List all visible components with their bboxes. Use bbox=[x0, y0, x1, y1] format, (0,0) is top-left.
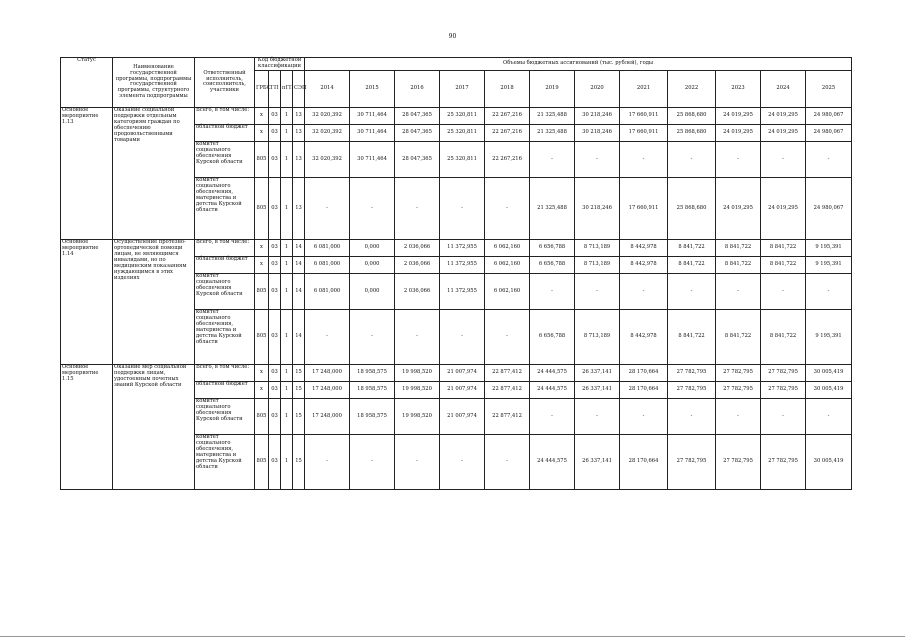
value-cell: 24 444,575 bbox=[530, 435, 575, 490]
budget-code-cell: х bbox=[255, 107, 269, 124]
value-cell: 27 782,795 bbox=[668, 381, 716, 398]
value-cell: 2 036,066 bbox=[395, 256, 440, 273]
budget-code-cell: 1 bbox=[281, 364, 293, 381]
value-cell: 18 958,575 bbox=[350, 364, 395, 381]
header-year: 2024 bbox=[761, 70, 806, 107]
budget-code-cell: 1 bbox=[281, 178, 293, 239]
value-cell: 8 442,978 bbox=[620, 310, 668, 365]
value-cell: 8 841,722 bbox=[761, 256, 806, 273]
value-cell: 8 841,722 bbox=[716, 239, 761, 256]
value-cell: - bbox=[485, 435, 530, 490]
responsible-cell: областной бюджет bbox=[195, 124, 255, 141]
budget-code-cell: 15 bbox=[293, 435, 305, 490]
value-cell: 28 047,365 bbox=[395, 107, 440, 124]
value-cell: 27 782,795 bbox=[761, 435, 806, 490]
header-code-pgp: пГП bbox=[281, 70, 293, 107]
budget-allocation-table bbox=[60, 57, 852, 490]
value-cell: 17 248,000 bbox=[305, 398, 350, 434]
value-cell: 22 877,412 bbox=[485, 364, 530, 381]
responsible-cell: областной бюджет bbox=[195, 381, 255, 398]
value-cell: 22 877,412 bbox=[485, 398, 530, 434]
measure-name: Осуществление протезно-ортопедической помощи лицам, не являющимся инвалидами, но по медицинским показаниям нуждающимся в этих изделиях bbox=[113, 239, 195, 364]
value-cell: 19 998,520 bbox=[395, 364, 440, 381]
value-cell: 32 020,392 bbox=[305, 124, 350, 141]
value-cell: 24 444,575 bbox=[530, 364, 575, 381]
value-cell: 21 325,488 bbox=[530, 178, 575, 239]
budget-code-cell: 14 bbox=[293, 273, 305, 309]
value-cell: - bbox=[530, 273, 575, 309]
value-cell: 25 868,680 bbox=[668, 107, 716, 124]
value-cell: 30 218,246 bbox=[575, 178, 620, 239]
responsible-cell: Всего, в том числе: bbox=[195, 107, 255, 124]
header-year: 2018 bbox=[485, 70, 530, 107]
value-cell: 21 325,488 bbox=[530, 107, 575, 124]
value-cell: - bbox=[716, 273, 761, 309]
value-cell: 2 036,066 bbox=[395, 273, 440, 309]
value-cell: 27 782,795 bbox=[668, 364, 716, 381]
header-budget-code: Код бюджетной классификации bbox=[255, 58, 305, 71]
measure-status: Основное мероприятие 1.14 bbox=[61, 239, 113, 364]
value-cell: 19 998,520 bbox=[395, 398, 440, 434]
value-cell: 8 841,722 bbox=[761, 310, 806, 365]
value-cell: 24 444,575 bbox=[530, 381, 575, 398]
budget-code-cell: 14 bbox=[293, 310, 305, 365]
budget-code-cell: 1 bbox=[281, 273, 293, 309]
value-cell: 17 248,000 bbox=[305, 381, 350, 398]
value-cell: 22 877,412 bbox=[485, 381, 530, 398]
budget-code-cell: 03 bbox=[269, 239, 281, 256]
table-row bbox=[61, 239, 852, 256]
value-cell: 27 782,795 bbox=[716, 435, 761, 490]
value-cell: 32 020,392 bbox=[305, 142, 350, 178]
header-year: 2025 bbox=[806, 70, 852, 107]
budget-code-cell: 03 bbox=[269, 273, 281, 309]
responsible-cell: областной бюджет bbox=[195, 256, 255, 273]
table-row bbox=[61, 107, 852, 124]
value-cell: 27 782,795 bbox=[716, 381, 761, 398]
budget-code-cell: 03 bbox=[269, 124, 281, 141]
value-cell: 9 195,391 bbox=[806, 256, 852, 273]
value-cell: - bbox=[575, 398, 620, 434]
value-cell: - bbox=[440, 310, 485, 365]
value-cell: 24 019,295 bbox=[761, 178, 806, 239]
responsible-cell: комитет социального обеспечения, материнства и детства Курской области bbox=[195, 435, 255, 490]
value-cell: - bbox=[761, 273, 806, 309]
value-cell: - bbox=[350, 178, 395, 239]
value-cell: 6 081,000 bbox=[305, 256, 350, 273]
budget-code-cell: 1 bbox=[281, 124, 293, 141]
budget-code-cell: 03 bbox=[269, 142, 281, 178]
budget-code-cell: 1 bbox=[281, 381, 293, 398]
value-cell: 8 713,189 bbox=[575, 310, 620, 365]
value-cell: 28 170,664 bbox=[620, 435, 668, 490]
budget-code-cell: 805 bbox=[255, 435, 269, 490]
budget-code-cell: 15 bbox=[293, 364, 305, 381]
budget-code-cell: 03 bbox=[269, 178, 281, 239]
value-cell: 24 019,295 bbox=[716, 178, 761, 239]
value-cell: - bbox=[620, 142, 668, 178]
budget-code-cell: 03 bbox=[269, 435, 281, 490]
value-cell: - bbox=[668, 273, 716, 309]
value-cell: - bbox=[806, 273, 852, 309]
value-cell: 6 656,788 bbox=[530, 310, 575, 365]
budget-code-cell: 805 bbox=[255, 310, 269, 365]
value-cell: 2 036,066 bbox=[395, 239, 440, 256]
value-cell: 11 372,955 bbox=[440, 273, 485, 309]
value-cell: 22 267,216 bbox=[485, 142, 530, 178]
value-cell: - bbox=[395, 435, 440, 490]
value-cell: 6 081,000 bbox=[305, 239, 350, 256]
value-cell: - bbox=[395, 310, 440, 365]
value-cell: 8 442,978 bbox=[620, 239, 668, 256]
value-cell: 30 218,246 bbox=[575, 107, 620, 124]
budget-code-cell: х bbox=[255, 381, 269, 398]
value-cell: 11 372,955 bbox=[440, 239, 485, 256]
value-cell: 32 020,392 bbox=[305, 107, 350, 124]
value-cell: - bbox=[530, 142, 575, 178]
budget-code-cell: х bbox=[255, 364, 269, 381]
budget-code-cell: х bbox=[255, 239, 269, 256]
value-cell: 9 195,391 bbox=[806, 239, 852, 256]
responsible-cell: комитет социального обеспечения Курской области bbox=[195, 142, 255, 178]
header-year: 2021 bbox=[620, 70, 668, 107]
value-cell: 26 337,141 bbox=[575, 364, 620, 381]
value-cell: 6 656,788 bbox=[530, 239, 575, 256]
responsible-cell: Всего, в том числе: bbox=[195, 239, 255, 256]
value-cell: - bbox=[620, 398, 668, 434]
responsible-cell: комитет социального обеспечения, материнства и детства Курской области bbox=[195, 178, 255, 239]
budget-code-cell: 1 bbox=[281, 107, 293, 124]
budget-code-cell: 03 bbox=[269, 398, 281, 434]
budget-table-sheet bbox=[60, 57, 851, 490]
value-cell: 6 062,160 bbox=[485, 273, 530, 309]
header-row-top bbox=[61, 58, 852, 71]
budget-code-cell: 1 bbox=[281, 142, 293, 178]
header-year: 2020 bbox=[575, 70, 620, 107]
value-cell: 26 337,141 bbox=[575, 435, 620, 490]
value-cell: 24 019,295 bbox=[716, 107, 761, 124]
value-cell: 8 841,722 bbox=[668, 256, 716, 273]
value-cell: 6 062,160 bbox=[485, 256, 530, 273]
header-year: 2017 bbox=[440, 70, 485, 107]
header-year: 2022 bbox=[668, 70, 716, 107]
value-cell: 28 047,365 bbox=[395, 142, 440, 178]
value-cell: 27 782,795 bbox=[761, 364, 806, 381]
value-cell: 30 711,464 bbox=[350, 142, 395, 178]
page-number: 90 bbox=[448, 33, 457, 40]
budget-code-cell: 03 bbox=[269, 310, 281, 365]
value-cell: - bbox=[485, 310, 530, 365]
value-cell: 22 267,216 bbox=[485, 124, 530, 141]
value-cell: - bbox=[305, 435, 350, 490]
value-cell: 24 019,295 bbox=[761, 107, 806, 124]
value-cell: 9 195,391 bbox=[806, 310, 852, 365]
header-year: 2016 bbox=[395, 70, 440, 107]
value-cell: - bbox=[440, 178, 485, 239]
header-code-gp: ГП bbox=[269, 70, 281, 107]
value-cell: 11 372,955 bbox=[440, 256, 485, 273]
page-bottom-rule bbox=[0, 636, 905, 637]
value-cell: 26 337,141 bbox=[575, 381, 620, 398]
budget-code-cell: 1 bbox=[281, 435, 293, 490]
value-cell: 25 320,811 bbox=[440, 107, 485, 124]
value-cell: 28 170,664 bbox=[620, 381, 668, 398]
value-cell: 25 868,680 bbox=[668, 178, 716, 239]
value-cell: 8 841,722 bbox=[716, 256, 761, 273]
value-cell: 24 980,067 bbox=[806, 107, 852, 124]
value-cell: 0,000 bbox=[350, 239, 395, 256]
responsible-cell: Всего, в том числе: bbox=[195, 364, 255, 381]
value-cell: 18 958,575 bbox=[350, 381, 395, 398]
budget-code-cell: х bbox=[255, 124, 269, 141]
value-cell: 24 019,295 bbox=[761, 124, 806, 141]
value-cell: - bbox=[395, 178, 440, 239]
value-cell: 24 980,067 bbox=[806, 124, 852, 141]
value-cell: 21 325,488 bbox=[530, 124, 575, 141]
value-cell: 19 998,520 bbox=[395, 381, 440, 398]
responsible-cell: комитет социального обеспечения Курской области bbox=[195, 398, 255, 434]
budget-code-cell: 03 bbox=[269, 364, 281, 381]
header-year: 2019 bbox=[530, 70, 575, 107]
budget-code-cell: 1 bbox=[281, 256, 293, 273]
table-body bbox=[61, 107, 852, 489]
value-cell: - bbox=[761, 142, 806, 178]
budget-code-cell: 805 bbox=[255, 142, 269, 178]
value-cell: - bbox=[440, 435, 485, 490]
header-year: 2014 bbox=[305, 70, 350, 107]
header-volumes: Объемы бюджетных ассигнований (тыс. рублей), годы bbox=[305, 58, 852, 71]
value-cell: 17 660,911 bbox=[620, 124, 668, 141]
value-cell: - bbox=[575, 273, 620, 309]
header-code-grbs: ГРБС bbox=[255, 70, 269, 107]
value-cell: - bbox=[350, 435, 395, 490]
budget-code-cell: х bbox=[255, 256, 269, 273]
value-cell: 28 047,365 bbox=[395, 124, 440, 141]
value-cell: 21 007,974 bbox=[440, 398, 485, 434]
value-cell: - bbox=[305, 178, 350, 239]
value-cell: - bbox=[806, 142, 852, 178]
value-cell: 8 841,722 bbox=[716, 310, 761, 365]
budget-code-cell: 1 bbox=[281, 398, 293, 434]
budget-code-cell: 14 bbox=[293, 256, 305, 273]
value-cell: 27 782,795 bbox=[668, 435, 716, 490]
budget-code-cell: 03 bbox=[269, 107, 281, 124]
value-cell: 21 007,974 bbox=[440, 381, 485, 398]
value-cell: 6 062,160 bbox=[485, 239, 530, 256]
budget-code-cell: 13 bbox=[293, 107, 305, 124]
value-cell: - bbox=[620, 273, 668, 309]
budget-code-cell: 805 bbox=[255, 273, 269, 309]
value-cell: - bbox=[350, 310, 395, 365]
value-cell: 25 320,811 bbox=[440, 142, 485, 178]
value-cell: 17 660,911 bbox=[620, 107, 668, 124]
value-cell: - bbox=[305, 310, 350, 365]
value-cell: - bbox=[716, 398, 761, 434]
value-cell: 8 442,978 bbox=[620, 256, 668, 273]
budget-code-cell: 805 bbox=[255, 178, 269, 239]
value-cell: 21 007,974 bbox=[440, 364, 485, 381]
value-cell: - bbox=[530, 398, 575, 434]
value-cell: 27 782,795 bbox=[761, 381, 806, 398]
value-cell: - bbox=[761, 398, 806, 434]
budget-code-cell: 03 bbox=[269, 256, 281, 273]
value-cell: 24 019,295 bbox=[716, 124, 761, 141]
value-cell: 0,000 bbox=[350, 256, 395, 273]
budget-code-cell: 805 bbox=[255, 398, 269, 434]
value-cell: 25 320,811 bbox=[440, 124, 485, 141]
value-cell: 28 170,664 bbox=[620, 364, 668, 381]
table-row bbox=[61, 364, 852, 381]
header-responsible: Ответственный исполнитель, соисполнитель, участники bbox=[195, 58, 255, 108]
value-cell: - bbox=[668, 398, 716, 434]
budget-code-cell: 13 bbox=[293, 142, 305, 178]
header-status: Статус bbox=[61, 58, 113, 108]
value-cell: - bbox=[668, 142, 716, 178]
measure-name: Оказание социальной поддержки отдельным категориям граждан по обеспечению продовольственными товарами bbox=[113, 107, 195, 239]
header-year: 2023 bbox=[716, 70, 761, 107]
value-cell: 27 782,795 bbox=[716, 364, 761, 381]
value-cell: 30 005,419 bbox=[806, 435, 852, 490]
value-cell: 8 841,722 bbox=[668, 310, 716, 365]
value-cell: 8 841,722 bbox=[761, 239, 806, 256]
value-cell: 30 218,246 bbox=[575, 124, 620, 141]
measure-status: Основное мероприятие 1.13 bbox=[61, 107, 113, 239]
value-cell: 6 081,000 bbox=[305, 273, 350, 309]
value-cell: - bbox=[485, 178, 530, 239]
value-cell: 30 005,419 bbox=[806, 381, 852, 398]
header-code-sep: СЭП bbox=[293, 70, 305, 107]
value-cell: 17 660,911 bbox=[620, 178, 668, 239]
budget-code-cell: 1 bbox=[281, 310, 293, 365]
measure-status: Основное мероприятие 1.15 bbox=[61, 364, 113, 489]
value-cell: 6 656,788 bbox=[530, 256, 575, 273]
value-cell: 24 980,067 bbox=[806, 178, 852, 239]
value-cell: 17 248,000 bbox=[305, 364, 350, 381]
value-cell: 0,000 bbox=[350, 273, 395, 309]
header-name: Наименование государственной программы, подпрограммы государственной программы, структурного элемента подпрограммы bbox=[113, 58, 195, 108]
value-cell: 22 267,216 bbox=[485, 107, 530, 124]
value-cell: 30 711,464 bbox=[350, 124, 395, 141]
budget-code-cell: 13 bbox=[293, 178, 305, 239]
value-cell: 25 868,680 bbox=[668, 124, 716, 141]
value-cell: 30 005,419 bbox=[806, 364, 852, 381]
value-cell: 8 713,189 bbox=[575, 256, 620, 273]
responsible-cell: комитет социального обеспечения Курской области bbox=[195, 273, 255, 309]
budget-code-cell: 14 bbox=[293, 239, 305, 256]
value-cell: - bbox=[575, 142, 620, 178]
value-cell: 30 711,464 bbox=[350, 107, 395, 124]
measure-name: Оказание мер социальной поддержки лицам, удостоенным почетных званий Курской области bbox=[113, 364, 195, 489]
header-year: 2015 bbox=[350, 70, 395, 107]
budget-code-cell: 1 bbox=[281, 239, 293, 256]
value-cell: - bbox=[716, 142, 761, 178]
budget-code-cell: 03 bbox=[269, 381, 281, 398]
budget-code-cell: 15 bbox=[293, 398, 305, 434]
budget-code-cell: 13 bbox=[293, 124, 305, 141]
value-cell: - bbox=[806, 398, 852, 434]
budget-code-cell: 15 bbox=[293, 381, 305, 398]
value-cell: 18 958,575 bbox=[350, 398, 395, 434]
value-cell: 8 841,722 bbox=[668, 239, 716, 256]
value-cell: 8 713,189 bbox=[575, 239, 620, 256]
responsible-cell: комитет социального обеспечения, материнства и детства Курской области bbox=[195, 310, 255, 365]
